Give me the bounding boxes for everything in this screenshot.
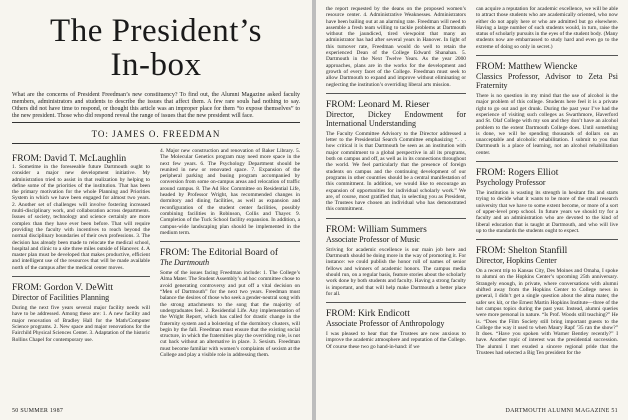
divider [476,239,618,240]
intro-paragraph: What are the concerns of President Freedman’s new constituency? To find out, the Alumni Magazine asked faculty members, administrators and students to describe the issues that affect them. A few rare souls had nothing to say. Others did not have time to respond, or thought this article was an improper place for them “to expose themselves” to the new president. Those who did respond reveal the range of issues that the new president will face. [12,92,300,119]
right-column-2 [476,6,618,358]
divider [326,93,466,94]
letter-body: The Faculty Committee Advisory to the Director addressed a letter to the Presidential Search Committee emphasizing “. . . how critical it is that Dartmouth be seen as an institution with major commitment to a global perspective in all its programs, both on campus and off, as well as in its connections throughout the world. We feel particularly that the presence of foreign students on campus and the continuing development of our programs in other countries should be a central manifestation of this commitment. In addition, we would like to encourage an expansion of opportunities for individual scholarly work.” We are, of course, most gratified that, in selecting you as President, the Trustees have chosen an individual who has demonstrated this commitment. [326,130,466,213]
addressee-line: TO: JAMES O. FREEDMAN [91,129,221,139]
letter-body: The institution is wasting its strength in hesitant fits and starts trying to decide what it wants to be more of the small research university that we have to some extent become, or more of a sort of upper-level prep school. In future years we should try for a faculty and an administration who are devoted to the kind of liberal education that is taught at Dartmouth, and who will live up to the standards the students ought to expect. [476,190,618,234]
left-page [0,0,312,420]
from-role: Director, Dickey Endowment for International Understanding [326,109,466,128]
from-heading: FROM: The Editorial Board of [160,248,279,259]
divider [326,218,466,219]
article-title [0,14,312,82]
from-role: Associate Professor of Anthropology [326,319,445,329]
from-heading: FROM: Gordon V. DeWitt [12,283,114,294]
from-heading: FROM: Shelton Stanfill [476,246,568,257]
page-footer: 50 SUMMER 1987 [12,408,64,414]
letter-body: There is no question in my mind that the use of alcohol is the major problem of this college. Students here feel it is a private right to go out and get drunk. During the past year I’ve had the experience of visiting such colleges as Swarthmore, Haverford and St. Olaf College with my son and they don’t have an alcohol problem to the extent Dartmouth College does. Until something is done, we will be spending thousands of dollars on an unacceptable and alcoholic rehabilitation. I submit to you that Dartmouth is a place of learning, not an alcohol rehabilitation center. [476,93,618,156]
from-heading: FROM: Kirk Endicott [326,309,410,320]
letter-body: Some of the issues facing Freedman include: 1. The College’s Alma Mater. The Student Assembly’s ad hoc committee chose to avoid generating controversy and put off a vital decision on “Men of Dartmouth” for the next two years. Freedman must balance the desires of those who seek a gender-neutral song with the strong attachments to the song that the majority of undergraduates feel. 2. Residential Life. Any implementation of the Wright Report, which has called for drastic change in the fraternity system and a bolstering of the dormitory clusters, will begin by the fall. Freedman must ensure that the existing social structure, in which the fraternities play the overriding role, is not cut back without an alternative in place. 3. Sexism. Freedman must become familiar with women’s complaints of sexism at the College and play a visible role in addressing them. [160,270,300,359]
right-page [316,0,628,420]
from-role: Classics Professor, Advisor to Zeta Psi Fraternity [476,72,618,91]
letter-body: 4. Major new construction and renovation of Baker Library. 5. The Molecular Genetics program may need more space in the next few years. 6. The Psychology Department should be reunited in new or renovated space. 7. Expansion of the peripheral parking and busing program accompanied by conversion from some on-campus areas and relocation of traffic around campus. 8. The Ad Hoc Committee on Residential Life, headed by Professor Wright, has recommended changes in dormitory and dining facilities, as well as expansion and reconfiguration of the student center facilities, possibly combining facilities in Robinson, Collis and Thayer. 9. Completion of the Tuck School facility expansion. In addition, a campus-wide landscaping plan should be implemented in the medium term. [160,148,300,236]
from-heading: FROM: William Summers [326,224,427,235]
letter-body: I was pleased to hear that the Trustees are now anxious to improve the academic atmosphere and reputation of the College. Of course these two go hand-in-hand: if we [326,331,466,350]
right-column-1 [326,6,466,352]
divider [160,241,300,242]
letter-body: the report requested by the deans on the proposed women’s resource center. 4. Administrative Weaknesses. Administrators have been bailing out at an alarming rate. Freedman will need to assemble a fresh team willing to tackle problems at Dartmouth without the jaundiced, tired viewpoint that many an administrator has had after several years in Hanover. In light of this turnover rate, Freedman would do well to retain the experienced Dean of the College Edward Shanahan. 5. Dartmouth in the Next Twelve Years. As the year 2000 approaches, plans are in the works for the development and growth of every facet of the College. Freedman must seek to allow Dartmouth to expand and improve without eliminating or neglecting the institution’s overriding liberal arts mission. [326,6,466,88]
letter-body: 1. Sometime in the foreseeable future Dartmouth ought to consider a major new development initiative. My administration tried to assist in that realization by helping to define some of the priorities of the institution. That has been the primary motivation for the whole Planning and Priorities System in which we have been engaged for almost two years. 2. Another set of challenges will involve fostering increased multi-disciplinary work, and collaboration across departments. Issues of society, technology and science certainly are more complex than they have ever been before. That will require providing the faculty with incentives to reach beyond the normal disciplinary boundaries of their own professions. 3. The decision has already been made to relocate the medical school, hospital and clinic to a site three miles outside of Hanover. 4. A master plan must be developed that makes productive, efficient and intelligent use of the resources that will be made available north of the campus after the medical center moves. [12,164,150,271]
letter-body: On a recent trip to Kansas City, Des Moines and Omaha, I spoke to alumni on the Hopkins Center’s upcoming 25th anniversary. Strangely enough, in private, where conversations with alumni shifted away from the Hopkins Center to College news in general, I didn’t get a single question about the alma mater, the safer sex kit, or the Ernest Martin Hopkins Institute—three of the hot campus topics during the past year. Instead, alumni queries were more personal in nature. “Is Prof. Woods still teaching?” He is. “Does the Film Society still bring important guests to the College the way it used to when Maury Rapf ’35 ran the show?” It does. “Have you spoken with Warner Bentley recently?” I have. Another topic of interest was the presidential succession. The alumni I met exuded a sincere regional pride that the Trustees had selected a Big Ten president for the [476,268,618,356]
from-role: Psychology Professor [476,178,546,188]
from-role: The Dartmouth [160,258,210,268]
divider [12,122,300,123]
divider [476,55,618,56]
from-heading: FROM: Rogers Elliot [476,168,559,179]
from-role: Director, Hopkins Center [476,256,557,266]
divider [326,302,466,303]
title-line-1: The President’s [50,13,262,49]
page-footer: DARTMOUTH ALUMNI MAGAZINE 51 [505,408,618,414]
from-role: Director of Facilities Planning [12,293,110,303]
letter-body: can acquire a reputation for academic excellence, we will be able to attract those students who are academically oriented, who now either do not apply here or who are admitted but go elsewhere. Having a large number of such students would, in turn, raise the status of scholarly pursuits in the eyes of the student body. (Many students now are embarrassed to study hard and even go to the extreme of doing so only in secret.) [476,6,618,50]
letter-body: During the next five years several major facility needs will have to be addressed. Among these are: 1. A new facility and major renovation of Bradley Hall for the Math/Computer Science programs. 2. New space and major renovations for the Fairchild Physical Sciences Center. 3. Adaptation of the historic Rollins Chapel for contemporary use. [12,305,150,343]
letter-body: Striving for academic excellence is our main job here and Dartmouth should be doing more in the way of promoting it. For instance: we could publish the honor roll of names of senior fellows and winners of academic honors. The campus media should run, on a regular basis, feature stories about the scholarly work done by both students and faculty. Having a strong faculty is important, and that will help make Dartmouth a better place for all. [326,246,466,297]
divider [12,143,300,144]
from-role: Associate Professor of Music [326,234,420,244]
title-line-2: In-box [110,47,202,83]
from-heading: FROM: Matthew Wiencke [476,62,578,73]
left-column-1 [12,148,150,345]
from-heading: FROM: David T. McLaughlin [12,154,127,164]
divider [476,161,618,162]
from-heading: FROM: Leonard M. Rieser [326,99,430,110]
left-column-2 [160,148,300,360]
divider [12,276,150,277]
